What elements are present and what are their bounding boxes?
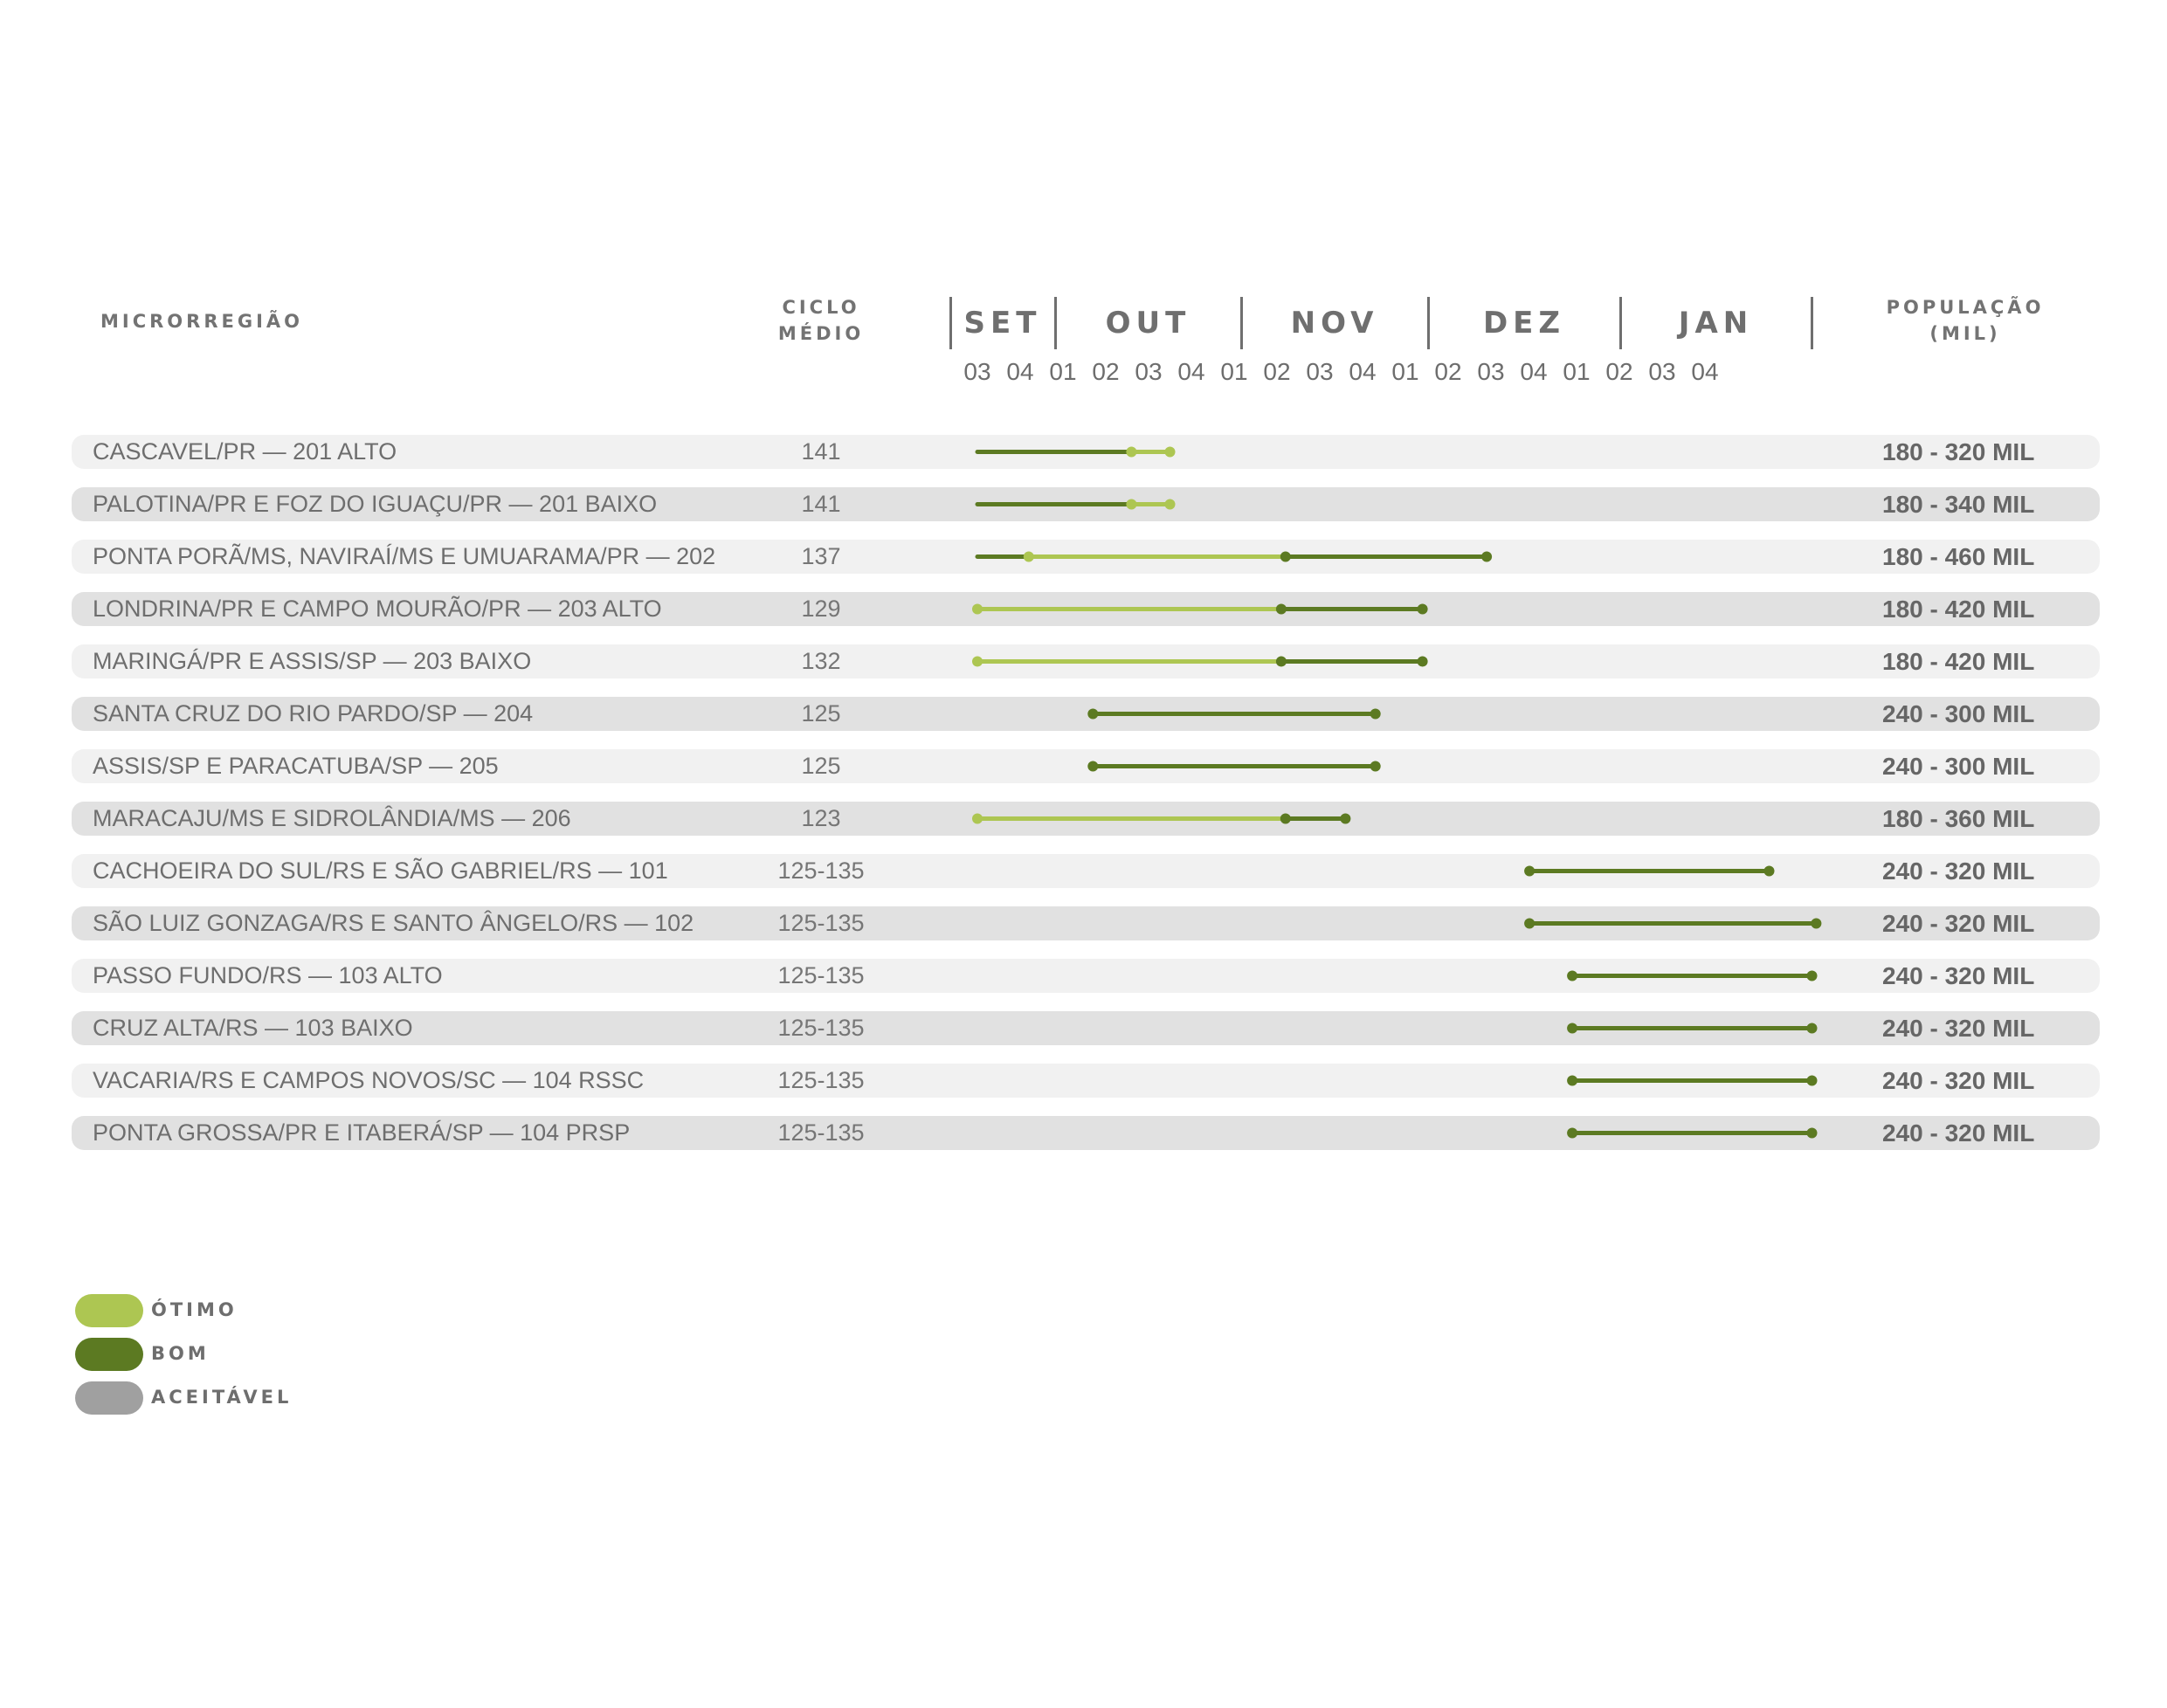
legend-swatch	[75, 1381, 143, 1415]
week-label: 03	[1477, 358, 1505, 385]
row-populacao: 240 - 300 MIL	[1882, 700, 2035, 727]
row-populacao: 180 - 340 MIL	[1882, 491, 2035, 518]
row-microrregiao: PALOTINA/PR E FOZ DO IGUAÇU/PR — 201 BAIXO	[93, 491, 658, 517]
week-label: 01	[1220, 358, 1248, 385]
timeline-point	[1087, 709, 1098, 720]
timeline-point	[1567, 1076, 1577, 1086]
legend-swatch	[75, 1338, 143, 1371]
ciclo-value-text: 125-135	[777, 1067, 865, 1093]
month-label-jan: JAN	[1678, 306, 1754, 341]
timeline-point	[1280, 552, 1291, 562]
timeline-point	[1087, 761, 1098, 772]
timeline-point	[1280, 814, 1291, 824]
row-microrregiao: LONDRINA/PR E CAMPO MOURÃO/PR — 203 ALTO	[93, 596, 662, 622]
week-label: 04	[1177, 358, 1205, 385]
week-label: 02	[1263, 358, 1291, 385]
timeline-point	[1807, 971, 1818, 981]
week-label: 03	[1135, 358, 1163, 385]
row-populacao: 180 - 420 MIL	[1882, 596, 2035, 623]
row-populacao: 180 - 360 MIL	[1882, 805, 2035, 832]
week-label: 04	[1006, 358, 1034, 385]
timeline-point	[972, 657, 983, 667]
month-label-nov: NOV	[1290, 306, 1379, 341]
row-microrregiao: PONTA GROSSA/PR E ITABERÁ/SP — 104 PRSP	[93, 1119, 631, 1146]
timeline-point	[1418, 657, 1428, 667]
row-microrregiao: VACARIA/RS E CAMPOS NOVOS/SC — 104 RSSC	[93, 1067, 645, 1093]
legend-swatch	[75, 1294, 143, 1327]
timeline-point	[1481, 552, 1492, 562]
ciclo-value-text: 123	[801, 805, 841, 831]
week-label: 04	[1691, 358, 1719, 385]
header-populacao-line2: (MIL)	[1929, 323, 2001, 344]
timeline-point	[1165, 447, 1176, 458]
timeline-point	[1524, 919, 1535, 929]
week-label: 02	[1434, 358, 1462, 385]
week-label: 02	[1605, 358, 1633, 385]
ciclo-value-text: 125-135	[777, 962, 865, 988]
row-microrregiao: CASCAVEL/PR — 201 ALTO	[93, 438, 397, 465]
timeline-point	[1764, 866, 1775, 877]
ciclo-value-text: 125-135	[777, 1015, 865, 1041]
month-label-out: OUT	[1105, 306, 1191, 341]
row-populacao: 180 - 420 MIL	[1882, 648, 2035, 675]
row-microrregiao: PASSO FUNDO/RS — 103 ALTO	[93, 962, 443, 988]
legend-label: ÓTIMO	[151, 1299, 238, 1320]
timeline-point	[1807, 1076, 1818, 1086]
header-ciclo-line2: MÉDIO	[777, 323, 865, 344]
week-label: 04	[1520, 358, 1548, 385]
week-label: 03	[1648, 358, 1676, 385]
ciclo-value-text: 137	[801, 543, 841, 569]
row-microrregiao: CACHOEIRA DO SUL/RS E SÃO GABRIEL/RS — 101	[93, 857, 668, 884]
timeline-point	[1276, 604, 1287, 615]
timeline-point	[1370, 709, 1381, 720]
week-label: 04	[1349, 358, 1377, 385]
month-label-dez: DEZ	[1482, 306, 1566, 341]
week-label: 01	[1563, 358, 1591, 385]
timeline-point	[1567, 971, 1577, 981]
timeline-point	[1370, 761, 1381, 772]
legend-label: BOM	[151, 1343, 210, 1364]
ciclo-value-text: 125	[801, 700, 841, 727]
ciclo-value-text: 141	[801, 438, 841, 465]
timeline-point	[1340, 814, 1350, 824]
row-populacao: 240 - 320 MIL	[1882, 1119, 2035, 1147]
week-label: 03	[1306, 358, 1334, 385]
timeline-point	[972, 604, 983, 615]
row-microrregiao: CRUZ ALTA/RS — 103 BAIXO	[93, 1015, 413, 1041]
row-populacao: 240 - 320 MIL	[1882, 857, 2035, 885]
row-populacao: 240 - 320 MIL	[1882, 1067, 2035, 1094]
week-label: 03	[963, 358, 991, 385]
header-ciclo-line1: CICLO	[782, 297, 860, 318]
week-label: 01	[1049, 358, 1077, 385]
timeline-point	[1024, 552, 1034, 562]
timeline-point	[972, 814, 983, 824]
month-label-set: SET	[963, 306, 1042, 341]
timeline-point	[1567, 1023, 1577, 1034]
timeline-point	[1524, 866, 1535, 877]
row-microrregiao: MARACAJU/MS E SIDROLÂNDIA/MS — 206	[93, 805, 571, 831]
ciclo-value-text: 129	[801, 596, 841, 622]
ciclo-value-text: 125-135	[777, 857, 865, 884]
timeline-point	[1807, 1023, 1818, 1034]
row-microrregiao: ASSIS/SP E PARACATUBA/SP — 205	[93, 753, 499, 779]
row-microrregiao: SANTA CRUZ DO RIO PARDO/SP — 204	[93, 700, 534, 727]
timeline-point	[1567, 1128, 1577, 1139]
week-label: 02	[1092, 358, 1120, 385]
row-populacao: 240 - 320 MIL	[1882, 1015, 2035, 1042]
timeline-point	[1276, 657, 1287, 667]
ciclo-value-text: 132	[801, 648, 841, 674]
row-populacao: 180 - 320 MIL	[1882, 438, 2035, 465]
row-populacao: 240 - 320 MIL	[1882, 910, 2035, 937]
legend-label: ACEITÁVEL	[151, 1387, 293, 1408]
ciclo-value-text: 125-135	[777, 910, 865, 936]
timeline-point	[1165, 499, 1176, 510]
timeline-point	[1807, 1128, 1818, 1139]
header-populacao-line1: POPULAÇÃO	[1886, 297, 2045, 318]
row-populacao: 240 - 320 MIL	[1882, 962, 2035, 989]
timeline-point	[1418, 604, 1428, 615]
row-populacao: 180 - 460 MIL	[1882, 543, 2035, 570]
ciclo-value-text: 125-135	[777, 1119, 865, 1146]
row-populacao: 240 - 300 MIL	[1882, 753, 2035, 780]
row-microrregiao: PONTA PORÃ/MS, NAVIRAÍ/MS E UMUARAMA/PR — 202	[93, 543, 716, 569]
ciclo-value-text: 141	[801, 491, 841, 517]
timeline-point	[1126, 499, 1136, 510]
row-microrregiao: MARINGÁ/PR E ASSIS/SP — 203 BAIXO	[93, 648, 532, 674]
header-microrregiao: MICRORREGIÃO	[100, 311, 303, 332]
week-label: 01	[1391, 358, 1419, 385]
ciclo-value-text: 125	[801, 753, 841, 779]
timeline-point	[1126, 447, 1136, 458]
row-microrregiao: SÃO LUIZ GONZAGA/RS E SANTO ÂNGELO/RS — 102	[93, 910, 694, 936]
timeline-point	[1811, 919, 1821, 929]
